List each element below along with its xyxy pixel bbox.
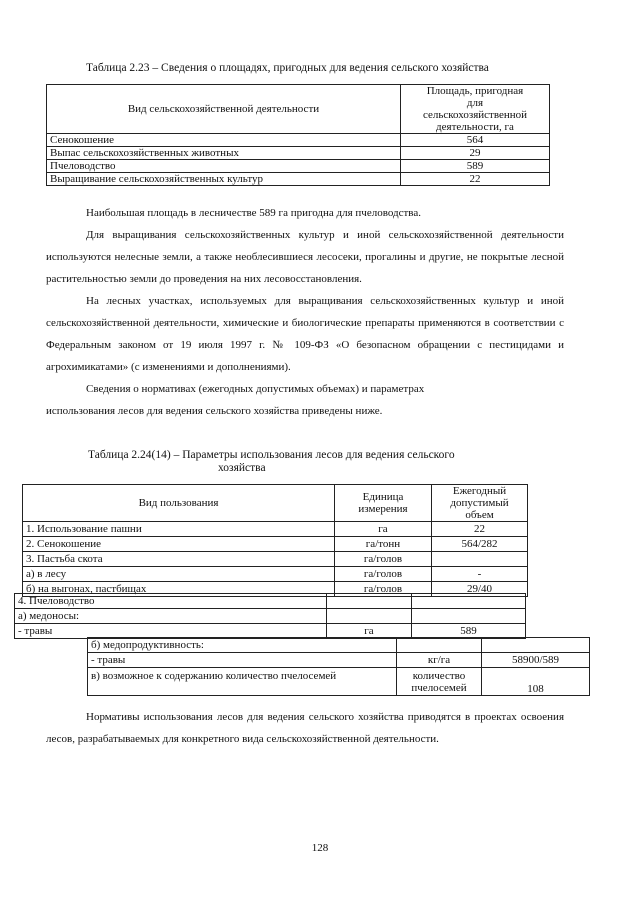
cell-usage: - травы <box>88 653 397 668</box>
header-activity: Вид сельскохозяйственной деятельности <box>47 85 401 134</box>
cell-usage: б) на выгонах, пастбищах <box>23 582 335 597</box>
cell-volume: 58900/589 <box>482 653 590 668</box>
cell-usage: - травы <box>15 624 327 639</box>
paragraph: Сведения о нормативах (ежегодных допустимых объемах) и параметрах <box>86 383 425 395</box>
cell-area: 564 <box>400 134 549 147</box>
cell-activity: Выращивание сельскохозяйственных культур <box>47 173 401 186</box>
paragraph: На лесных участках, используемых для выращивания сельскохозяйственных культур и иной сельскохозяйственной деятельности, химические и биологические препараты применяются в соответствии с Федеральным законом от 19 июля 1997 г. № 109-ФЗ «О безопасном обращении с пестицидами и агрохимикатами» (с изменениями и дополнениями). <box>46 295 564 373</box>
cell-activity: Пчеловодство <box>47 160 401 173</box>
paragraph: Для выращивания сельскохозяйственных культур и иной сельскохозяйственной деятельности используются нелесные земли, а также необлесившиеся лесосеки, прогалины и другие, не покрытые лесной растительностью земли до проведения на них лесовосстановления. <box>46 229 564 285</box>
cell-area: 22 <box>400 173 549 186</box>
cell-unit: га/голов <box>335 582 432 597</box>
table-row <box>88 638 590 653</box>
cell-usage: 2. Сенокошение <box>23 537 335 552</box>
table-row <box>23 567 528 582</box>
cell-usage: 3. Пастьба скота <box>23 552 335 567</box>
table-row <box>47 147 550 160</box>
table-2-24-beekeeping <box>14 593 526 639</box>
cell-usage: а) в лесу <box>23 567 335 582</box>
table-row <box>15 609 526 624</box>
cell-activity: Выпас сельскохозяйственных животных <box>47 147 401 160</box>
cell-usage: в) возможное к содержанию количество пчелосемей <box>88 668 397 696</box>
cell-unit: количество пчелосемей <box>397 668 482 696</box>
cell-volume <box>482 638 590 653</box>
cell-unit: га/голов <box>335 567 432 582</box>
header-usage-type: Вид пользования <box>23 485 335 522</box>
table-row <box>23 537 528 552</box>
table-header-row <box>47 85 550 134</box>
table-row <box>23 522 528 537</box>
table-row <box>88 653 590 668</box>
cell-volume: 22 <box>432 522 528 537</box>
cell-volume: - <box>432 567 528 582</box>
cell-unit: га/тонн <box>335 537 432 552</box>
cell-unit: га/голов <box>335 552 432 567</box>
cell-usage: б) медопродуктивность: <box>88 638 397 653</box>
cell-volume <box>412 609 526 624</box>
header-annual-volume: Ежегодный допустимый объем <box>432 485 528 522</box>
paragraph: Нормативы использования лесов для ведения сельского хозяйства приводятся в проектах освоения лесов, разрабатываемых для конкретного вида сельскохозяйственной деятельности. <box>46 711 564 745</box>
table-2-24-caption-line1: Таблица 2.24(14) – Параметры использования лесов для ведения сельского <box>88 449 455 461</box>
table-2-24 <box>22 484 528 597</box>
cell-volume: 108 <box>482 668 590 696</box>
cell-activity: Сенокошение <box>47 134 401 147</box>
table-row <box>23 552 528 567</box>
cell-unit <box>327 609 412 624</box>
table-2-24-caption-line2: хозяйства <box>218 462 266 474</box>
cell-unit: кг/га <box>397 653 482 668</box>
cell-unit: га <box>335 522 432 537</box>
table-row <box>47 134 550 147</box>
cell-volume: 564/282 <box>432 537 528 552</box>
cell-usage: а) медоносы: <box>15 609 327 624</box>
header-area: Площадь, пригодная для сельскохозяйственной деятельности, га <box>400 85 549 134</box>
cell-area: 589 <box>400 160 549 173</box>
table-row <box>47 173 550 186</box>
closing-text <box>46 706 564 750</box>
cell-volume: 29/40 <box>432 582 528 597</box>
paragraph: использования лесов для ведения сельского хозяйства приведены ниже. <box>46 405 383 417</box>
table-header-row <box>23 485 528 522</box>
body-text <box>46 202 564 422</box>
cell-usage: 4. Пчеловодство <box>15 594 327 609</box>
table-2-24-honey <box>87 637 590 696</box>
cell-volume: 589 <box>412 624 526 639</box>
cell-unit <box>397 638 482 653</box>
cell-volume <box>432 552 528 567</box>
cell-unit <box>327 594 412 609</box>
cell-area: 29 <box>400 147 549 160</box>
table-row <box>47 160 550 173</box>
table-2-23 <box>46 84 550 186</box>
paragraph: Наибольшая площадь в лесничестве 589 га пригодна для пчеловодства. <box>86 207 421 219</box>
header-unit: Единица измерения <box>335 485 432 522</box>
cell-volume <box>412 594 526 609</box>
table-row <box>15 594 526 609</box>
table-2-23-caption: Таблица 2.23 – Сведения о площадях, пригодных для ведения сельского хозяйства <box>86 62 489 74</box>
page-number: 128 <box>311 842 329 854</box>
cell-unit: га <box>327 624 412 639</box>
table-row <box>88 668 590 696</box>
cell-usage: 1. Использование пашни <box>23 522 335 537</box>
